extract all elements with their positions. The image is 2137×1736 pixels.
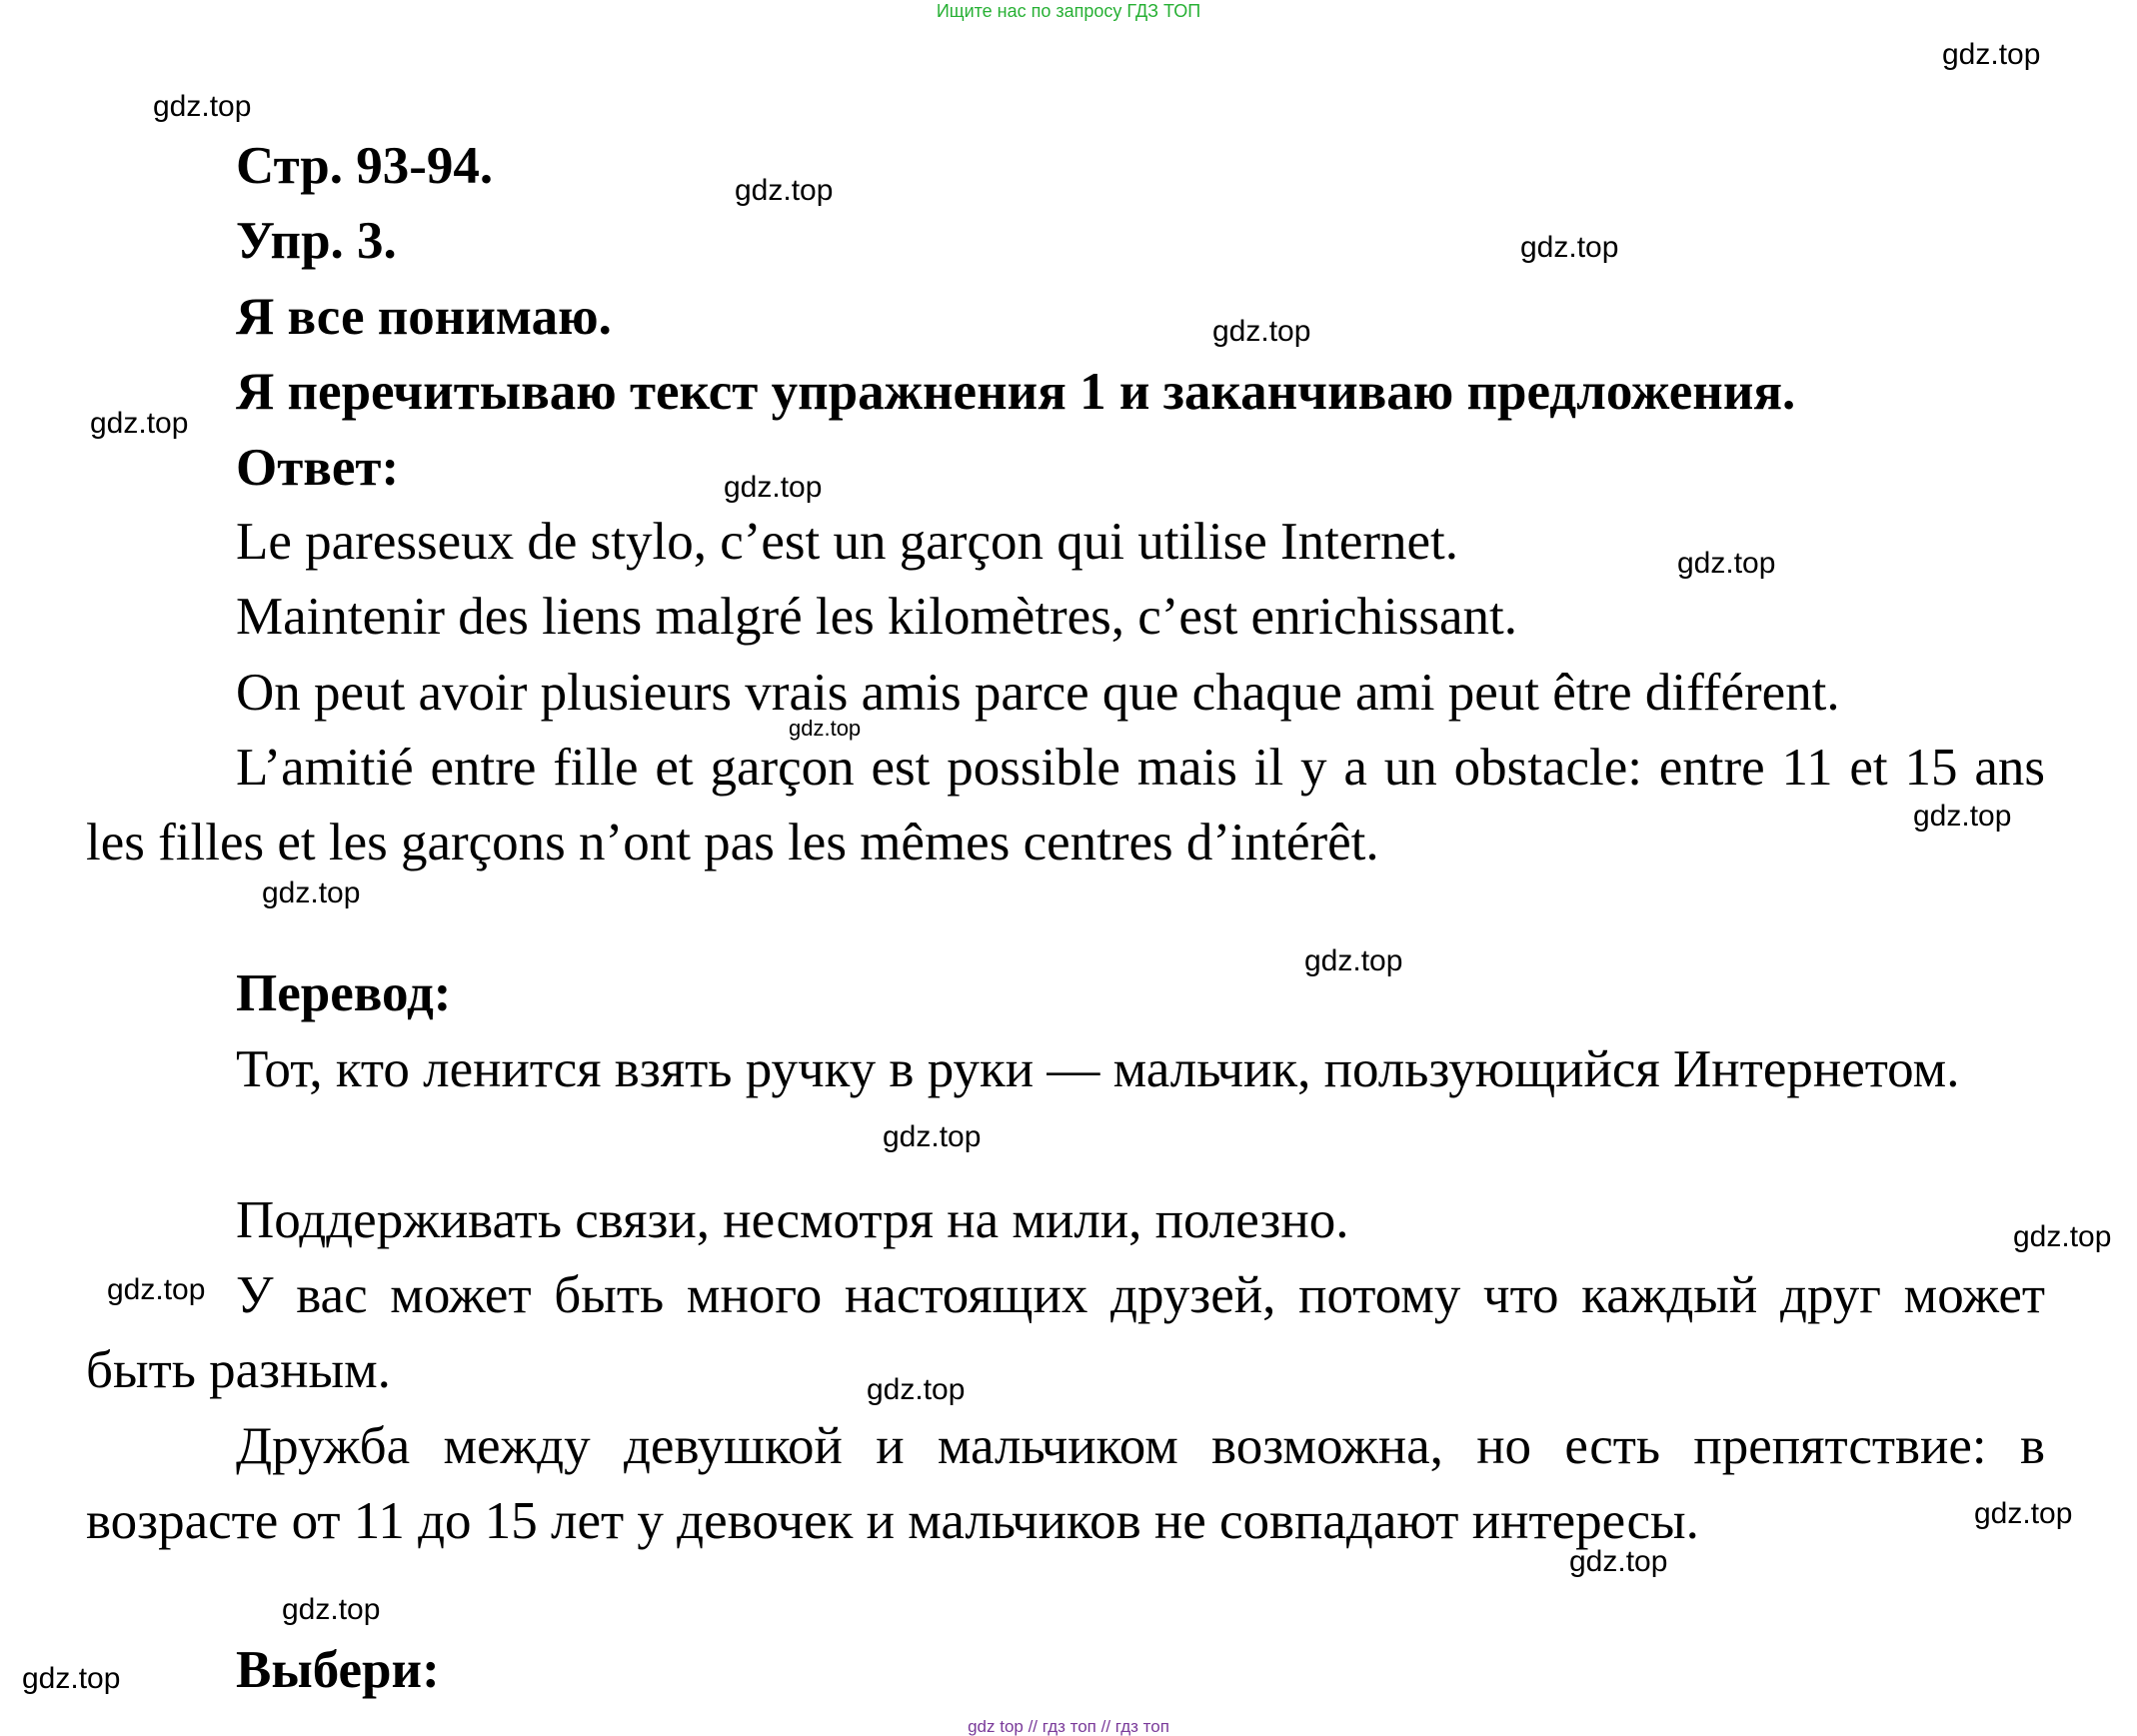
watermark: gdz.top [1304,944,1403,977]
watermark: gdz.top [1913,800,2012,833]
watermark: gdz.top [1677,547,1776,580]
section-heading: Я все понимаю. [236,288,612,346]
watermark: gdz.top [883,1120,982,1153]
watermark: gdz.top [1569,1545,1668,1578]
watermark: gdz.top [1974,1497,2073,1530]
answer-line: Le paresseux de stylo, c’est un garçon qui utilise Internet. [236,513,1459,571]
translation-paragraph: Тот, кто ленится взять ручку в руки — мальчик, пользующийся Интернетом. [236,1040,1960,1098]
page-number-heading: Стр. 93-94. [236,137,494,195]
answer-heading: Ответ: [236,439,400,497]
watermark: gdz.top [1212,315,1311,348]
exercise-heading: Упр. 3. [236,212,397,270]
search-hint-banner: Ищите нас по запросу ГДЗ ТОП [936,1,1201,21]
watermark: gdz.top [90,407,189,440]
watermark: gdz.top [262,876,361,909]
watermark: gdz.top [107,1273,206,1306]
footer-credits: gdz top // гдз топ // гдз топ [968,1717,1169,1736]
watermark: gdz.top [22,1662,121,1695]
translation-paragraph: У вас может быть много настоящих друзей, потому что каждый друг может быть разным. [86,1266,2045,1399]
watermark: gdz.top [735,174,834,207]
translation-heading: Перевод: [236,964,452,1022]
translation-paragraph: Дружба между девушкой и мальчиком возможна, но есть препятствие: в возрасте от 11 до 15 лет у девочек и мальчиков не совпадают интересы. [86,1417,2045,1550]
translation-line: Поддерживать связи, несмотря на мили, полезно. [236,1191,1349,1249]
watermark: gdz.top [1520,231,1619,264]
watermark: gdz.top [153,90,252,123]
watermark: gdz.top [867,1373,966,1406]
answer-line: On peut avoir plusieurs vrais amis parce que chaque ami peut être différent. [236,664,1840,722]
task-heading: Я перечитываю текст упражнения 1 и заканчиваю предложения. [236,363,1796,421]
answer-line: Maintenir des liens malgré les kilomètres, c’est enrichissant. [236,588,1517,646]
watermark: gdz.top [1942,38,2041,71]
watermark: gdz.top [282,1593,381,1626]
watermark: gdz.top [724,471,823,504]
answer-paragraph: L’amitié entre fille et garçon est possible mais il y a un obstacle: entre 11 et 15 ans les filles et les garçons n’ont pas les mêmes centres d’intérêt. [86,739,2045,871]
watermark: gdz.top [789,716,862,741]
choose-heading: Выбери: [236,1641,440,1699]
watermark: gdz.top [2013,1220,2112,1253]
